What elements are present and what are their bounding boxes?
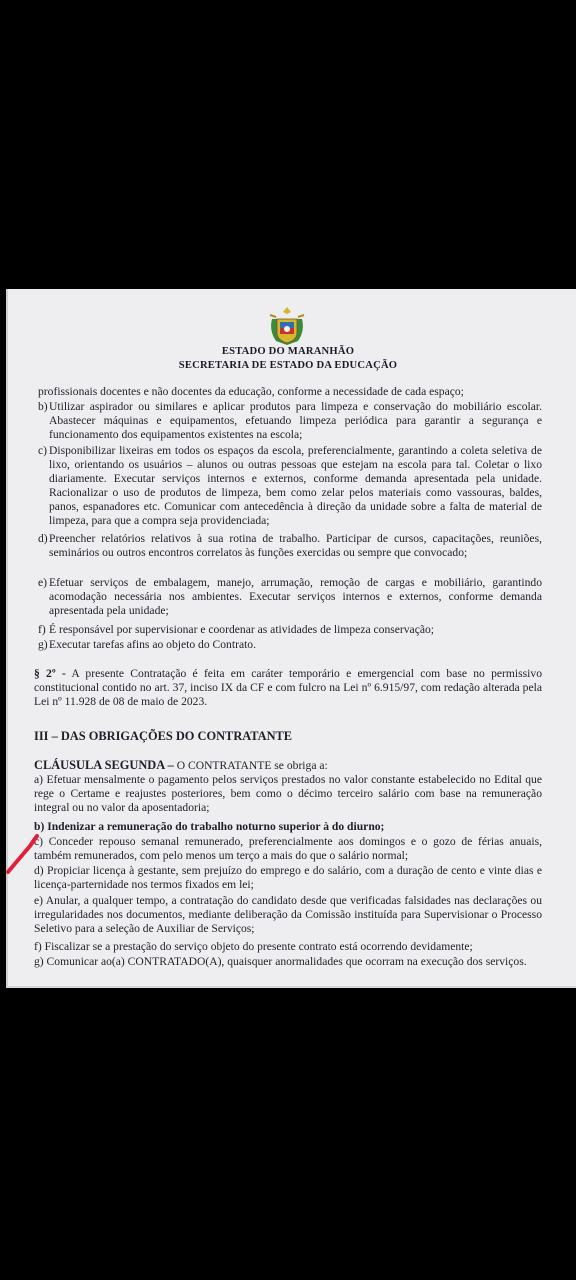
paragraph-text: A presente Contratação é feita em caráter temporário e emergencial com base no permissivo constitucional contido no art. 37, inciso IX da CF e com fulcro na Lei nº 6.915/97, com redação alterada pela Lei nº 11.928 de 08 de maio de 2023. <box>34 667 542 709</box>
obligation-item-e: e) Anular, a qualquer tempo, a contratação do candidato desde que verificadas falsidades nas declarações ou irregularidades nos documentos, mediante deliberação da Comissão instituída para Supervisionar o Processo Seletivo para a seleção de Auxiliar de Serviços; <box>34 894 542 936</box>
list-item-b <box>38 400 542 442</box>
obligation-item-d: d) Propiciar licença à gestante, sem prejuízo do emprego e do salário, com a duração de cento e vinte dias e licença-parternidade nos termos fixados em lei; <box>34 864 542 892</box>
obligation-item-c: c) Conceder repouso semanal remunerado, preferencialmente aos domingos e o gozo de férias anuais, também remunerados, com pelo menos um terço a mais do que o salário normal; <box>34 835 542 863</box>
header-secretariat: SECRETARIA DE ESTADO DA EDUCAÇÃO <box>178 360 398 371</box>
coat-of-arms-icon <box>266 305 308 347</box>
list-item-text: Efetuar serviços de embalagem, manejo, arrumação, remoção de cargas e mobiliário, garantindo acomodação necessária nos ambientes. Executar serviços internos e externos, conforme demanda apresentada pela unidade; <box>49 576 542 618</box>
paragraph-mark: § 2º - <box>34 667 66 680</box>
obligation-item-b: b) Indenizar a remuneração do trabalho noturno superior à do diurno; <box>34 820 385 833</box>
section-title: III – DAS OBRIGAÇÕES DO CONTRATANTE <box>34 729 293 743</box>
list-item-text: Executar tarefas afins ao objeto do Contrato. <box>49 638 257 651</box>
list-item-label: b) <box>38 400 48 413</box>
clause-heading <box>34 758 328 773</box>
list-item-text: Disponibilizar lixeiras em todos os espaços da escola, preferencialmente, garantindo a coleta seletiva de lixo, orientando os usuários – alunos ou outras pessoas que estejam na escola para tal. Coletar o lixo diariamente. Executar serviços internos e externos, conforme demanda apresentada pela unidade. Racionalizar o uso de produtos de limpeza, bem como zelar pelos materiais como vassouras, baldes, panos, espanadores etc. Comunicar com antecedência à direção da unidade sobre a falta de material de limpeza, para que a compra seja providenciada; <box>49 444 542 528</box>
red-pen-mark-icon <box>4 832 44 877</box>
clause-intro: O CONTRATANTE se obriga a: <box>176 759 328 772</box>
list-item-label: c) <box>38 444 48 457</box>
list-item-e <box>38 576 542 618</box>
list-item-c <box>38 444 542 529</box>
obligation-item-g: g) Comunicar ao(a) CONTRATADO(A), quaisquer anormalidades que ocorram na execução dos serviços. <box>34 955 527 968</box>
list-item-label: g) <box>38 638 48 651</box>
clause-title: CLÁUSULA SEGUNDA – <box>34 758 174 772</box>
obligation-item-f: f) Fiscalizar se a prestação do serviço objeto do presente contrato está ocorrendo devidamente; <box>34 940 473 953</box>
list-item-f <box>38 623 542 637</box>
list-item-label: d) <box>38 532 48 545</box>
list-item-text: Preencher relatórios relativos à sua rotina de trabalho. Participar de cursos, capacitações, reuniões, seminários ou outros encontros correlatos às funções exercidas ou sempre que convocado; <box>49 532 542 560</box>
list-item-text: Utilizar aspirador ou similares e aplicar produtos para limpeza e conservação do mobiliário escolar. Abastecer máquinas e equipamentos, efetuando limpeza periódica para garantir a segurança e funcionamento dos equipamentos existentes na escola; <box>49 400 542 442</box>
list-item-g <box>38 638 542 652</box>
obligation-item-a: a) Efetuar mensalmente o pagamento pelos serviços prestados no valor constante estabelecido no Edital que rege o Certame e reajustes posteriores, bem como o décimo terceiro salário com base na remuneração integral ou no valor da aposentadoria; <box>34 773 542 815</box>
list-item-label: f) <box>38 623 46 636</box>
header-state: ESTADO DO MARANHÃO <box>221 346 355 357</box>
paragraph-2 <box>34 667 542 709</box>
list-continuation: profissionais docentes e não docentes da educação, conforme a necessidade de cada espaço; <box>38 385 464 398</box>
list-item-text: É responsável por supervisionar e coordenar as atividades de limpeza conservação; <box>49 623 435 636</box>
list-item-d <box>38 532 542 560</box>
list-item-label: e) <box>38 576 48 589</box>
